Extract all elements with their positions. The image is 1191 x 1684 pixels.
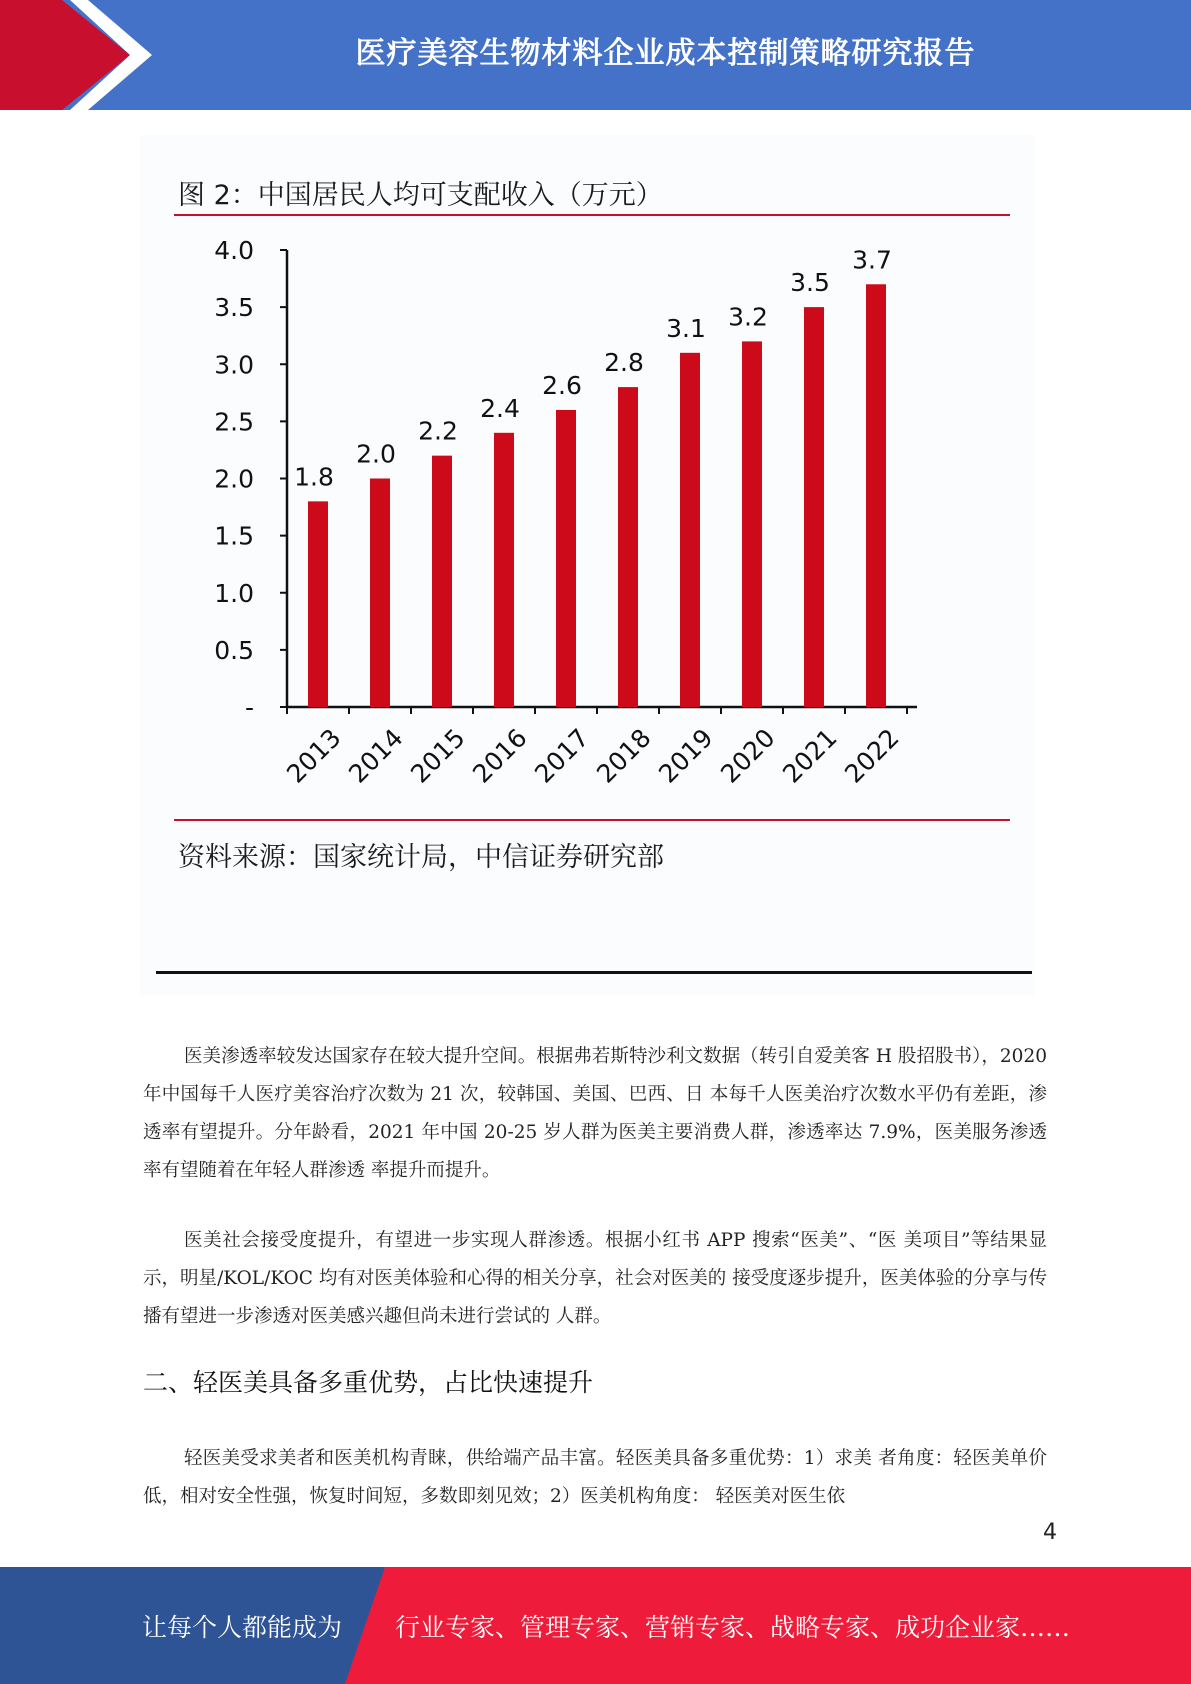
- bar: [432, 456, 452, 707]
- y-tick-label: 3.5: [214, 293, 254, 323]
- x-category-label: 2017: [529, 723, 595, 789]
- y-tick-label: 4.0: [214, 236, 254, 265]
- x-category-label: 2021: [777, 723, 843, 789]
- y-tick-label: 2.5: [214, 407, 254, 437]
- bar-data-label: 3.7: [852, 245, 892, 275]
- body-paragraph-1: 医美渗透率较发达国家存在较大提升空间。根据弗若斯特沙利文数据（转引自爱美客 H 股招股书），2020 年中国每千人医疗美容治疗次数为 21 次，较韩国、美国、巴西、日 本每千人医美治疗次数水平仍有差距，渗透率有望提升。分年龄看，2021 年中国 20-25 岁人群为医美主要消费人群，渗透率达 7.9%，医美服务渗透率有望随着在年轻人群渗透 率提升而提升。: [143, 1046, 1047, 1181]
- bar-data-label: 2.6: [542, 370, 582, 400]
- bar: [556, 410, 576, 707]
- bar-data-label: 2.8: [604, 348, 644, 378]
- y-tick-label: 2.0: [214, 464, 254, 494]
- bar-data-label: 3.5: [790, 268, 830, 298]
- bar: [866, 284, 886, 707]
- chart-figure: [140, 135, 1034, 995]
- x-category-label: 2020: [715, 723, 781, 789]
- x-category-label: 2022: [839, 723, 905, 789]
- y-tick-label: -: [244, 693, 254, 722]
- report-title: 医疗美容生物材料企业成本控制策略研究报告: [355, 36, 976, 71]
- bar-data-label: 1.8: [294, 462, 334, 492]
- x-category-label: 2016: [467, 723, 533, 789]
- x-category-label: 2013: [281, 723, 347, 789]
- figure-source: 资料来源：国家统计局，中信证券研究部: [178, 842, 664, 873]
- bar: [680, 353, 700, 707]
- x-category-label: 2019: [653, 723, 719, 789]
- bar-data-label: 2.0: [356, 439, 396, 469]
- figure-bottom-line: [156, 971, 1032, 974]
- bar: [804, 307, 824, 707]
- body-paragraph-2: 医美社会接受度提升，有望进一步实现人群渗透。根据小红书 APP 搜索“医美”、“医 美项目”等结果显示，明星/KOL/KOC 均有对医美体验和心得的相关分享，社会对医美的 接受度逐步提升，医美体验的分享与传播有望进一步渗透对医美感兴趣但尚未进行尝试的 人群。: [143, 1230, 1047, 1327]
- x-category-label: 2018: [591, 723, 657, 789]
- bar-data-label: 2.2: [418, 416, 458, 446]
- bar-data-label: 3.2: [728, 302, 768, 332]
- figure-title: 图 2：中国居民人均可支配收入（万元）: [178, 180, 663, 211]
- income-bar-chart: [140, 135, 1034, 815]
- page-number: 4: [1043, 1520, 1057, 1545]
- section-heading: 二、轻医美具备多重优势，占比快速提升: [143, 1368, 594, 1397]
- bar: [742, 341, 762, 707]
- figure-source-rule: [174, 819, 1010, 821]
- bar: [618, 387, 638, 707]
- y-tick-label: 3.0: [214, 350, 254, 380]
- bar: [494, 433, 514, 707]
- body-paragraph-3: 轻医美受求美者和医美机构青睐，供给端产品丰富。轻医美具备多重优势：1）求美 者角度：轻医美单价低，相对安全性强，恢复时间短，多数即刻见效；2）医美机构角度： 轻医美对医生依: [143, 1448, 1047, 1507]
- x-category-label: 2014: [343, 723, 409, 789]
- y-tick-label: 0.5: [214, 635, 254, 665]
- bar-data-label: 2.4: [480, 393, 520, 423]
- bar: [370, 479, 390, 708]
- x-category-label: 2015: [405, 723, 471, 789]
- y-tick-label: 1.5: [214, 521, 254, 551]
- bar: [308, 501, 328, 707]
- bar-data-label: 3.1: [666, 313, 706, 343]
- footer-slogan-right: 行业专家、管理专家、营销专家、战略专家、成功企业家……: [395, 1612, 1071, 1642]
- footer-slogan-left: 让每个人都能成为: [142, 1612, 343, 1642]
- y-tick-label: 1.0: [214, 578, 254, 608]
- page-header: [0, 0, 1191, 110]
- page-footer: [0, 1567, 1191, 1684]
